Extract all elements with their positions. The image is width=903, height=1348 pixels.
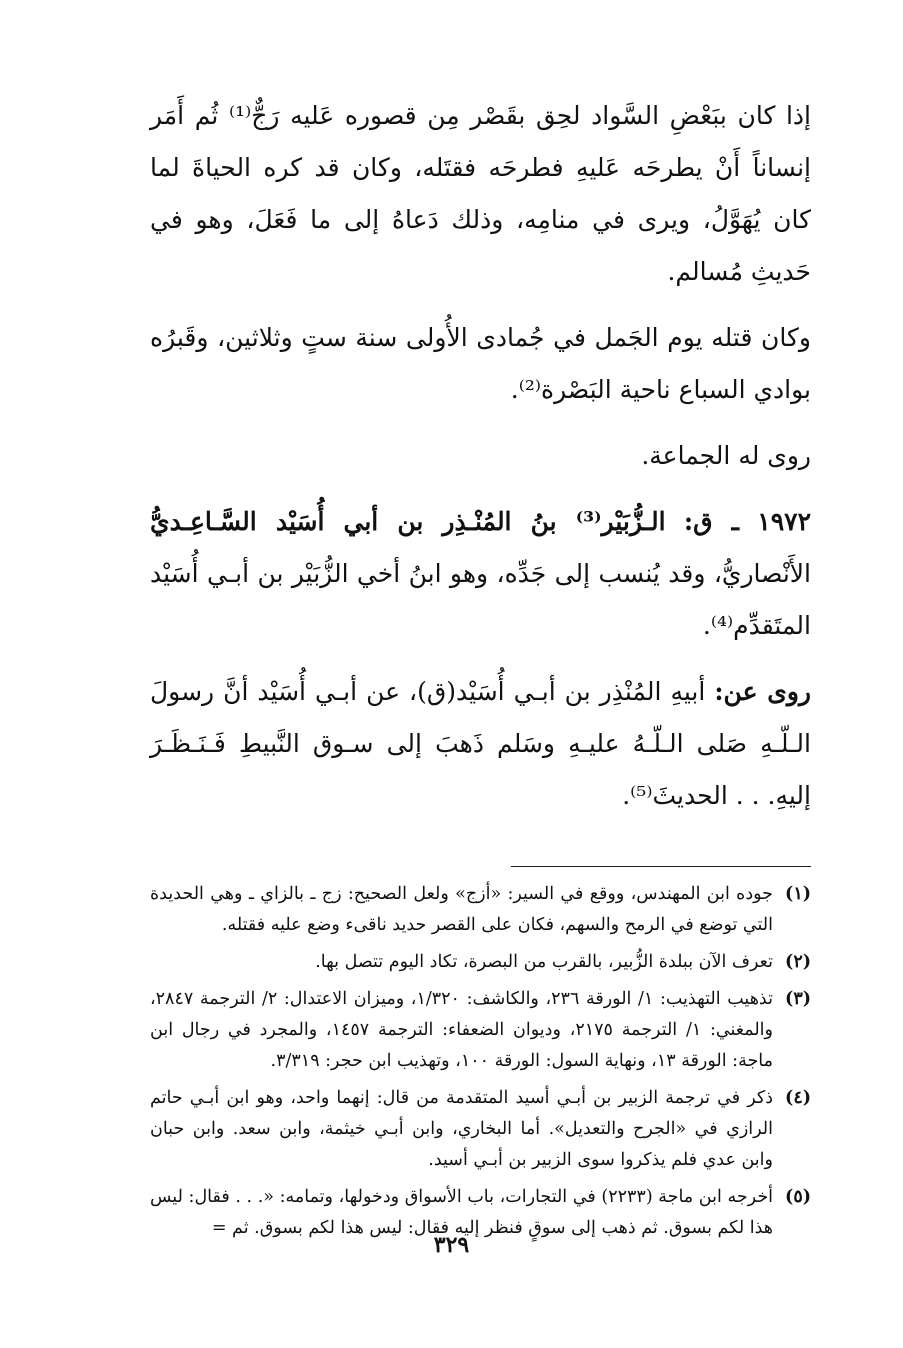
footnote — [150, 947, 811, 978]
footnote — [150, 879, 811, 941]
entry-name: الـزُّبَيْر⁽³⁾ بنُ المُنْـذِر بن أبي أُسَيْد السَّـاعِـديُّ — [150, 507, 666, 536]
biography-entry — [150, 496, 811, 652]
entry-number: ١٩٧٢ — [757, 507, 811, 536]
page — [150, 90, 811, 1348]
narrated-from — [150, 666, 811, 822]
page-number: ٣٢٩ — [433, 1232, 470, 1258]
main-text — [150, 90, 811, 822]
footnote-text: تعرف الآن ببلدة الزُّبير، بالقرب من البصرة، تكاد اليوم تتصل بها. — [315, 952, 773, 972]
footnote-divider — [511, 866, 811, 867]
footnote-text: أخرجه ابن ماجة (٢٢٣٣) في التجارات، باب الأسواق ودخولها، وتمامه: «. . . فقال: ليس هذا لكم بسوق. ثم ذهب إلى سوقٍ فنظر إليه فقال: ليس هذا لكم بسوق. ثم = — [150, 1187, 773, 1238]
footnotes — [150, 879, 811, 1244]
entry-code: ـ ق: — [683, 507, 739, 536]
footnote-number: (٤) — [785, 1088, 811, 1108]
paragraph-2: وكان قتله يوم الجَمل في جُمادى الأُولى سنة ستٍ وثلاثين، وقَبرُه بوادي السباع ناحية البَصْرة⁽²⁾. — [150, 323, 811, 404]
footnote-number: (١) — [785, 884, 811, 904]
paragraph-3: روى له الجماعة. — [641, 441, 811, 470]
narrated-label: روى عن: — [714, 677, 811, 706]
footnote-text: جوده ابن المهندس، ووقع في السير: «أزج» ولعل الصحيح: زج ـ بالزاي ـ وهي الحديدة التي توضع في الرمح والسهم، فكان على القصر حديد ناقىء وضع عليه فقتله. — [150, 884, 773, 935]
footnote-number: (٣) — [785, 989, 811, 1009]
footnote-number: (٥) — [785, 1187, 811, 1207]
entry-description: الأَنْصاريُّ، وقد يُنسب إلى جَدِّه، وهو ابنُ أخي الزُّبَيْر بن أبـي أُسَيْد المتَقدِّم⁽⁴⁾. — [150, 559, 811, 640]
footnote-number: (٢) — [785, 952, 811, 972]
footnote — [150, 984, 811, 1077]
footnote — [150, 1083, 811, 1176]
footnote-text: ذكر في ترجمة الزبير بن أبـي أسيد المتقدمة من قال: إنهما واحد، وهو ابن أبـي حاتم الرازي في «الجرح والتعديل». أما البخاري، وابن أبـي خيثمة، وابن سعد. وابن حبان وابن عدي فلم يذكروا سوى الزبير بن أبـي أسيد. — [150, 1088, 773, 1170]
narrated-text: أبيهِ المُنْذِر بن أبـي أُسَيْد(ق)، عن أبـي أُسَيْد أنَّ رسولَ الـلّـهِ صَلى الـلّـهُ عليـهِ وسَلم ذَهبَ إلى سـوق النَّبيطِ فَـنَـظَـرَ إليهِ. . . الحديثَ⁽⁵⁾. — [150, 677, 811, 810]
footnote-text: تذهيب التهذيب: ١/ الورقة ٢٣٦، والكاشف: ١/٣٢٠، وميزان الاعتدال: ٢/ الترجمة ٢٨٤٧، والمغني: ١/ الترجمة ٢١٧٥، وديوان الضعفاء: الترجمة ١٤٥٧، والمجرد في رجال ابن ماجة: الورقة ١٣، ونهاية السول: الورقة ١٠٠، وتهذيب ابن حجر: ٣/٣١٩. — [150, 989, 773, 1071]
footnote-divider-wrap — [150, 836, 811, 879]
paragraph-1: إذا كان ببَعْضِ السَّواد لحِق بقَصْر مِن قصوره عَليه رَجٌّ⁽¹⁾ ثُم أَمَر إنساناً أَنْ يطرحَه عَليهِ فطرحَه فقتَله، وكان قد كره الحياةَ لما كان يُهَوَّلُ، ويرى في منامِه، وذلك دَعاهُ إلى ما فَعَلَ، وهو في حَديثِ مُسالم. — [150, 101, 811, 286]
